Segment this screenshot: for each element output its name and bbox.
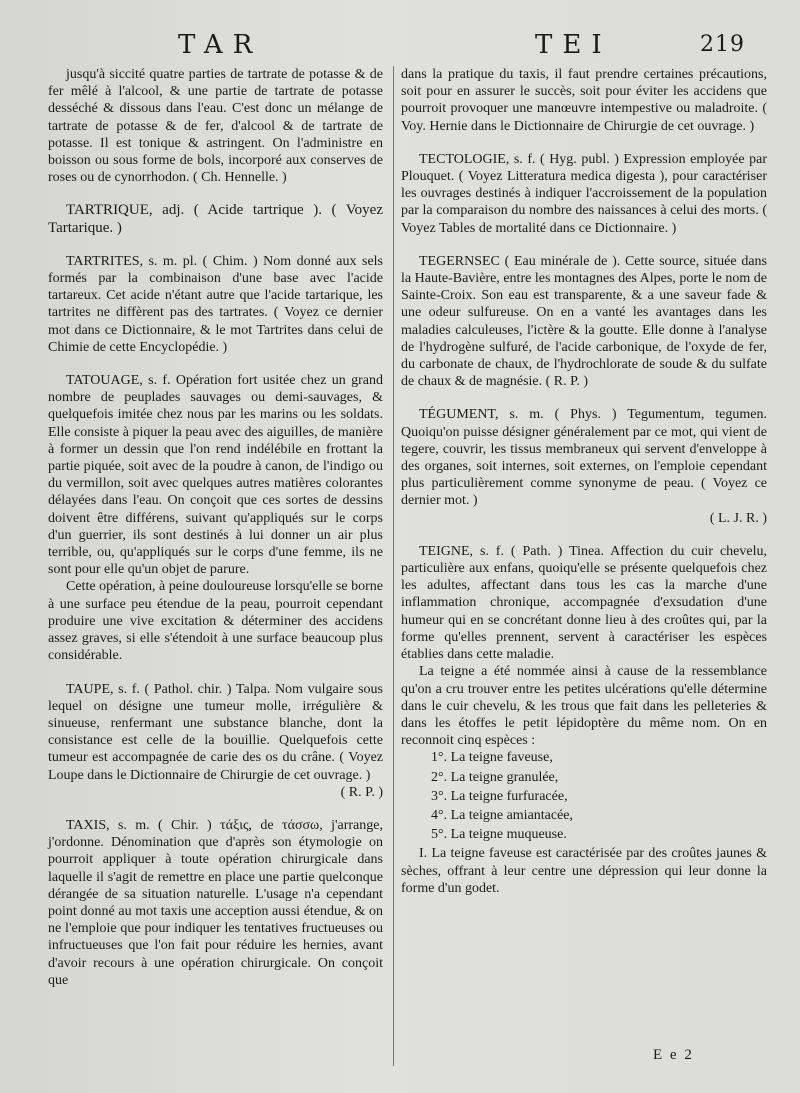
teigne-species-3: 3°. La teigne furfuracée, bbox=[431, 788, 568, 804]
header-center-title: TEI bbox=[535, 30, 612, 60]
entry-tectologie: TECTOLOGIE, s. f. ( Hyg. publ. ) Expression employée par Plouquet. ( Voyez Litteratura medica digesta ), pour caractériser les ouvrages destinés à indiquer l'accroissement de la population par la comparaison du nombre des naissances à celui des morts. ( Voyez Tables de mortalité dans ce Dictionnaire. ) bbox=[401, 151, 767, 236]
entry-taupe: TAUPE, s. f. ( Pathol. chir. ) Talpa. Nom vulgaire sous lequel on désigne une tumeur molle, irrégulière & sinueuse, renfermant une substance blanche, dont la consistance est celle de la bouillie. Quelquefois cette tumeur est accompagnée de carie des os du crâne. ( Voyez Loupe dans le Dictionnaire de Chirurgie de cet ouvrage. ) bbox=[48, 681, 383, 783]
teigne-species-2: 2°. La teigne granulée, bbox=[431, 769, 559, 785]
entry-taxis-continuation: dans la pratique du taxis, il faut prendre certaines précautions, soit pour en assurer le succès, soit pour éviter les accidens que pourroit provoquer une manœuvre intempestive ou maladroite. ( Voy. Hernie dans le Dictionnaire de Chirurgie de cet ouvrage. ) bbox=[401, 67, 767, 134]
entry-tegument: TÉGUMENT, s. m. ( Phys. ) Tegumentum, tegumen. Quoiqu'on puisse désigner généralement par ce mot, qui vient de tegere, couvrir, les tissus membraneux qui servent d'enveloppe à des organes, soit internes, soit externes, on l'emploie cependant plus particulièrement comme synonyme de peau. ( Voyez ce dernier mot. ) bbox=[401, 407, 767, 509]
right-column bbox=[401, 66, 767, 897]
header-left-title: TAR bbox=[178, 30, 263, 60]
running-header bbox=[0, 30, 800, 60]
left-column bbox=[48, 66, 383, 989]
entry-teigne: TEIGNE, s. f. ( Path. ) Tinea. Affection du cuir chevelu, particulière aux enfans, quoiqu'elle se présente quelquefois chez les adultes, affectant dans tous les cas la marche d'une inflammation chronique, accompagnée d'exsudation d'une humeur qui en se concrétant donne lieu à des croûtes qui, par la forme qu'elles prennent, servent à caractériser les espèces établies dans cette maladie. bbox=[401, 543, 767, 663]
entry-tartrate-continuation: jusqu'à siccité quatre parties de tartrate de potasse & de fer mêlé à l'alcool, & une partie de tartrate de potasse desséché & dissous dans l'eau. C'est donc un mélange de tartrate de potasse & de fer, d'alcool & de tartrate de potasse. Il est tonique & astringent. On l'administre en boisson ou sous forme de bols, incorporé aux conserves de roses ou de cynorrhodon. ( Ch. Hennelle. ) bbox=[48, 67, 383, 186]
teigne-species-4: 4°. La teigne amiantacée, bbox=[431, 807, 574, 823]
taupe-signature: ( R. P. ) bbox=[340, 784, 383, 800]
teigne-paragraph-2: La teigne a été nommée ainsi à cause de la ressemblance qu'on a cru trouver entre les petites ulcérations qu'elle détermine dans le cuir chevelu, & les trous que fait dans les pelleteries & dans les étoffes le petit lépidoptère du même nom. On en reconnoit cinq espèces : bbox=[401, 664, 767, 749]
entry-tartrique: TARTRIQUE, adj. ( Acide tartrique ). ( Voyez Tartarique. ) bbox=[48, 202, 383, 236]
entry-tatouage: TATOUAGE, s. f. Opération fort usitée chez un grand nombre de peuplades sauvages ou demi-sauvages, & quelquefois imitée chez nous par les marins ou les soldats. Elle consiste à piquer la peau avec des aiguilles, de manière à former un dessin que l'on rend indélébile en frottant la partie piquée, soit avec de la poudre à canon, de l'indigo ou du vermillon, soit avec quelques autres matières colorantes délayées dans l'eau. On conçoit que ces sortes de dessins doivent être différens, suivant qu'appliqués sur le corps d'un guerrier, ils sont destinés à lui donner un air plus terrible, ou, qu'appliqués sur le corps d'une femme, ils ne sont pour elle qu'un objet de parure. bbox=[48, 373, 383, 578]
teigne-faveuse: I. La teigne faveuse est caractérisée par des croûtes jaunes & sèches, offrant à leur centre une dépression qui leur donne la forme d'un godet. bbox=[401, 846, 767, 896]
tegument-signature: ( L. J. R. ) bbox=[709, 510, 767, 526]
signature-mark: E e 2 bbox=[653, 1047, 694, 1063]
entry-tegernsec: TEGERNSEC ( Eau minérale de ). Cette source, située dans la Haute-Bavière, entre les montagnes des Alpes, porte le nom de Sainte-Croix. Son eau est transparente, & a une saveur fade & une odeur sulfureuse. On en a vanté les avantages dans les maladies calculeuses, l'ictère & la goutte. Elle donne à l'analyse de l'hydrogène sulfuré, de l'acide carbonique, de l'oxyde de fer, du carbonate de chaux, de l'hydrochlorate de soude & du sulfate de chaux & de magnésie. ( R. P. ) bbox=[401, 253, 767, 390]
column-divider bbox=[393, 66, 394, 1066]
teigne-species-5: 5°. La teigne muqueuse. bbox=[431, 827, 567, 843]
teigne-species-1: 1°. La teigne faveuse, bbox=[431, 750, 553, 766]
page-number: 219 bbox=[700, 32, 745, 57]
entry-tartrites: TARTRITES, s. m. pl. ( Chim. ) Nom donné aux sels formés par la combinaison d'une base avec l'acide tartareux. Cet acide n'étant autre que l'acide tartarique, les tartrites ne diffèrent pas des tartrates. ( Voyez ce dernier mot dans ce Dictionnaire, & le mot Tartrites dans celui de Chimie de cette Encyclopédie. ) bbox=[48, 253, 383, 355]
entry-tatouage-paragraph-2: Cette opération, à peine douloureuse lorsqu'elle se borne à une surface peu étendue de la peau, pourroit cependant produire une vive excitation & déterminer des accidens assez graves, si elle s'étendoit à une surface beaucoup plus considérable. bbox=[48, 579, 383, 664]
entry-taxis: TAXIS, s. m. ( Chir. ) τάξις, de τάσσω, j'arrange, j'ordonne. Dénomination que d'après son étymologie on pourroit appliquer à toute opération chirurgicale dans laquelle il s'agit de remettre en place une partie quelconque dérangée de sa situation naturelle. L'usage n'a cependant point donné au mot taxis une acception aussi étendue, & on ne l'emploie que pour indiquer les tentatives fructueuses ou infructueuses que l'on fait pour réduire les hernies, avant d'avoir recours à une opération chirurgicale. On conçoit que bbox=[48, 817, 383, 988]
